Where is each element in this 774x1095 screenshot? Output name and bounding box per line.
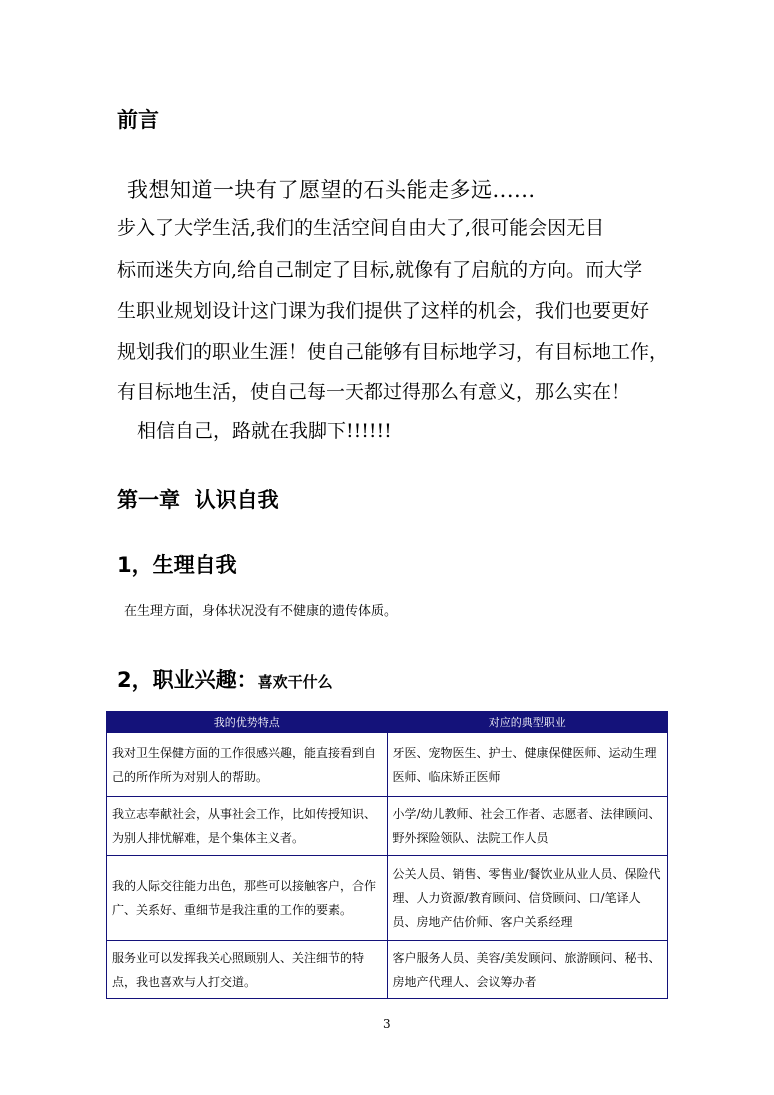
career-cell: 牙医、宠物医生、护士、健康保健医师、运动生理医师、临床矫正医师 [387,733,668,797]
section-2-subtitle: 喜欢干什么 [257,673,333,691]
career-cell: 客户服务人员、美容/美发顾问、旅游顾问、秘书、房地产代理人、会议筹办者 [387,941,668,999]
strength-cell: 我对卫生保健方面的工作很感兴趣，能直接看到自己的所作所为对别人的帮助。 [107,733,388,797]
preface-line-5: 有目标地生活，使自己每一天都过得那么有意义，那么实在！ [117,381,631,403]
preface-title: 前言 [117,108,159,132]
chapter-title: 第一章 认识自我 [117,488,279,512]
header-careers: 对应的典型职业 [387,712,668,733]
section-1-title: 1，生理自我 [117,553,237,577]
preface-line-2: 标而迷失方向,给自己制定了目标,就像有了启航的方向。而大学 [117,259,643,281]
table-header-row [107,712,668,733]
section-1-body: 在生理方面，身体状况没有不健康的遗传体质。 [124,604,398,619]
career-cell: 公关人员、销售、零售业/餐饮业从业人员、保险代理、人力资源/教育顾问、信贷顾问、口/笔译人员、房地产估价师、客户关系经理 [387,856,668,941]
strength-cell: 我的人际交往能力出色，那些可以接触客户，合作广、关系好、重细节是我注重的工作的要素。 [107,856,388,941]
table-row [107,733,668,797]
preface-closing: 相信自己，路就在我脚下!!!!!! [137,420,392,442]
table-row [107,941,668,999]
strength-cell: 我立志奉献社会，从事社会工作，比如传授知识、为别人排忧解难，是个集体主义者。 [107,797,388,856]
table-row [107,797,668,856]
preface-line-3: 生职业规划设计这门课为我们提供了这样的机会，我们也要更好 [117,300,650,322]
strengths-careers-table [106,711,668,999]
header-strengths: 我的优势特点 [107,712,388,733]
career-cell: 小学/幼儿教师、社会工作者、志愿者、法律顾问、野外探险领队、法院工作人员 [387,797,668,856]
section-2-title: 2，职业兴趣： [117,668,258,692]
page-number: 3 [383,1017,391,1031]
preface-quote: 我想知道一块有了愿望的石头能走多远...... [127,178,536,202]
strength-cell: 服务业可以发挥我关心照顾别人、关注细节的特点，我也喜欢与人打交道。 [107,941,388,999]
preface-line-1: 步入了大学生活,我们的生活空间自由大了,很可能会因无目 [117,217,605,239]
preface-line-4: 规划我们的职业生涯！使自己能够有目标地学习，有目标地工作， [117,341,669,363]
table-row [107,856,668,941]
section-2-heading [117,664,333,694]
